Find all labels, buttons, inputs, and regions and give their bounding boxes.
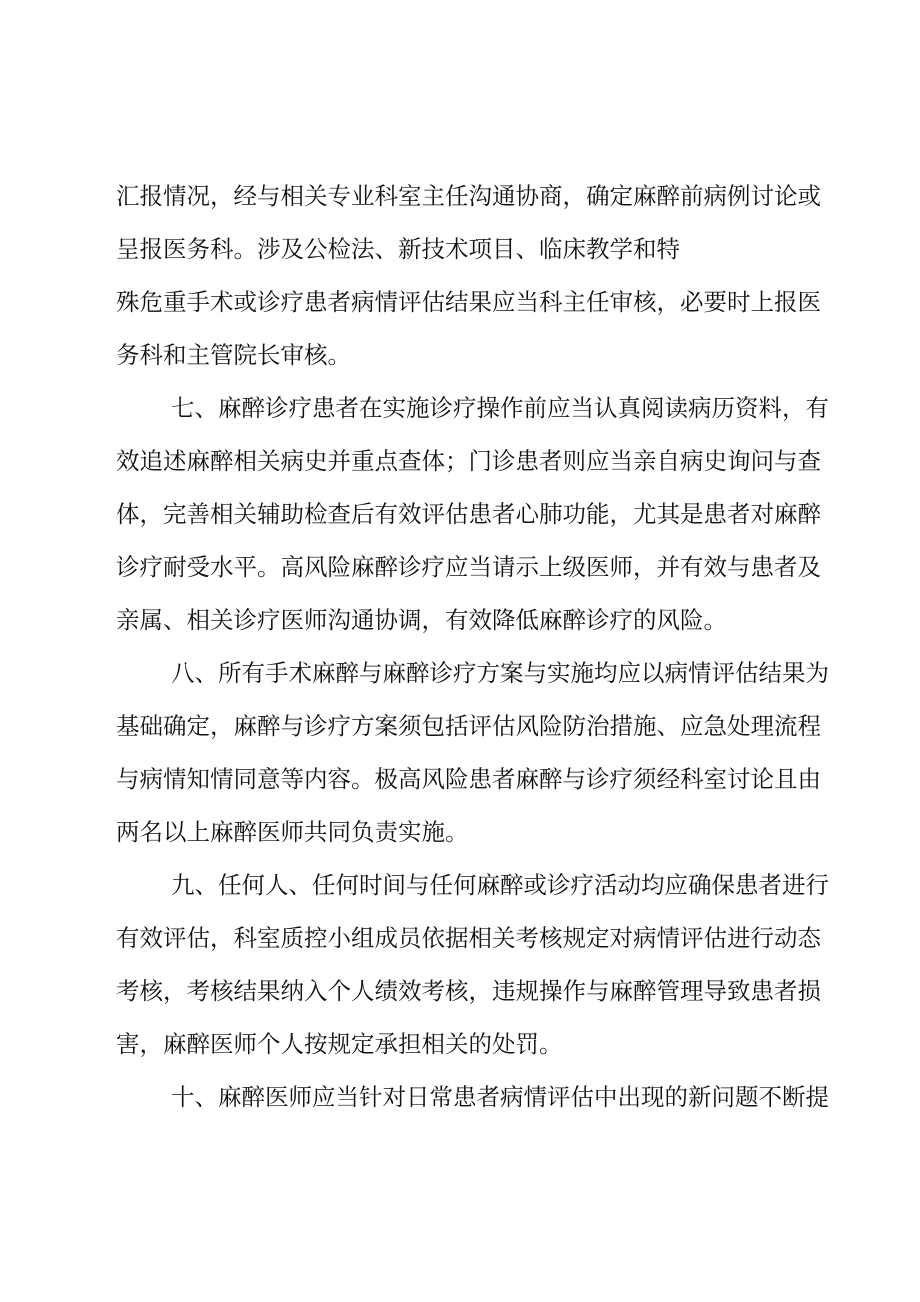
text-line: 效追述麻醉相关病史并重点查体；门诊患者则应当亲自病史询问与查 [116,447,821,475]
text-line: 亲属、相关诊疗医师沟通协调，有效降低麻醉诊疗的风险。 [116,606,727,634]
paragraph-first-line: 八、所有手术麻醉与麻醉诊疗方案与实施均应以病情评估结果为 [171,659,829,687]
paragraph-first-line: 九、任何人、任何时间与任何麻醉或诊疗活动均应确保患者进行 [171,871,829,899]
text-line: 有效评估，科室质控小组成员依据相关考核规定对病情评估进行动态 [116,924,821,952]
text-line: 殊危重手术或诊疗患者病情评估结果应当科主任审核，必要时上报医 [116,288,821,316]
text-line: 体，完善相关辅助检查后有效评估患者心肺功能，尤其是患者对麻醉 [116,500,821,528]
text-line: 基础确定，麻醉与诊疗方案须包括评估风险防治措施、应急处理流程 [116,712,821,740]
text-line: 考核，考核结果纳入个人绩效考核，违规操作与麻醉管理导致患者损 [116,977,821,1005]
paragraph-first-line: 七、麻醉诊疗患者在实施诊疗操作前应当认真阅读病历资料，有 [171,394,829,422]
text-line: 诊疗耐受水平。高风险麻醉诊疗应当请示上级医师，并有效与患者及 [116,553,821,581]
text-line: 务科和主管院长审核。 [116,341,351,369]
text-line: 呈报医务科。涉及公检法、新技术项目、临床教学和特 [116,235,680,263]
text-line: 害，麻醉医师个人按规定承担相关的处罚。 [116,1030,563,1058]
text-line: 汇报情况，经与相关专业科室主任沟通协商，确定麻醉前病例讨论或 [116,182,821,210]
text-line: 与病情知情同意等内容。极高风险患者麻醉与诊疗须经科室讨论且由 [116,765,821,793]
text-line: 两名以上麻醉医师共同负责实施。 [116,818,469,846]
paragraph-first-line: 十、麻醉医师应当针对日常患者病情评估中出现的新问题不断提 [171,1083,829,1111]
